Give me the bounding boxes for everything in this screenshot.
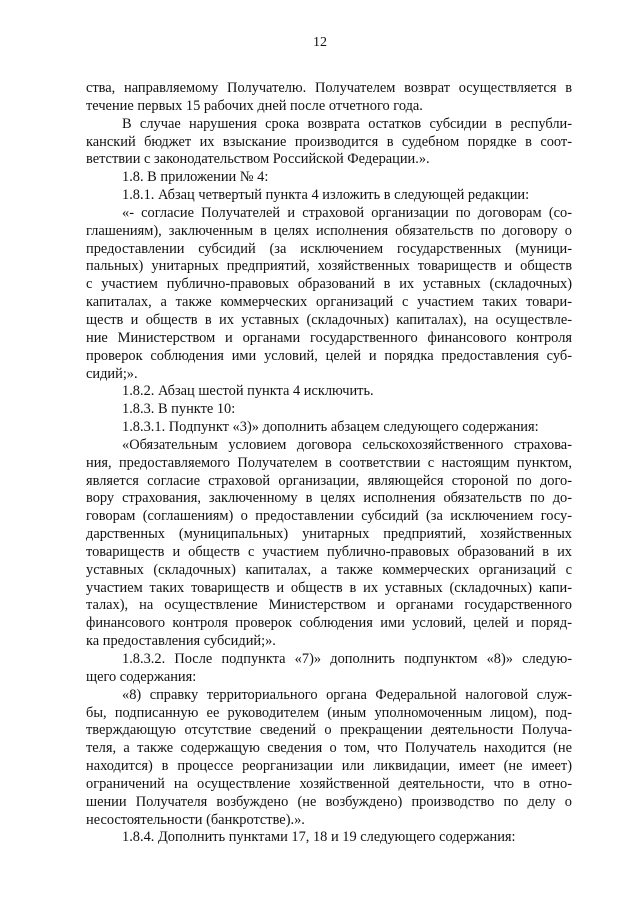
text-line: пальных) унитарных предприятий, хозяйственных товариществ и обществ <box>86 258 572 275</box>
text-line: ния, предоставляемого Получателем в соответствии с настоящим пунктом, <box>86 454 572 471</box>
text-line: товариществ и обществ с участием публично-правовых образований в их <box>86 543 572 560</box>
text-line: «- согласие Получателей и страховой организации по договорам (со- <box>122 204 572 221</box>
text-line: ветствии с законодательством Российской Федерации.». <box>86 151 430 168</box>
document-body <box>86 80 572 847</box>
text-line: несостоятельности (банкротстве).». <box>86 811 305 828</box>
text-line: щего содержания: <box>86 668 197 685</box>
text-line: финансового контроля проверок соблюдения ими условий, целей и поряд- <box>86 615 572 632</box>
text-line: тверждающую отсутствие сведений о прекращении деятельности Получа- <box>86 722 572 739</box>
text-line: 1.8.2. Абзац шестой пункта 4 исключить. <box>122 383 374 400</box>
text-line: 1.8.1. Абзац четвертый пункта 4 изложить в следующей редакции: <box>122 187 530 204</box>
text-line: уставных (складочных) капиталах, а также коммерческих организаций с <box>86 561 572 578</box>
text-line: 1.8.4. Дополнить пунктами 17, 18 и 19 следующего содержания: <box>122 829 516 846</box>
text-line: с участием публично-правовых образований в их уставных (складочных) <box>86 276 572 293</box>
text-line: «8) справку территориального органа Федеральной налоговой служ- <box>122 686 572 703</box>
text-line: сидий;». <box>86 365 138 382</box>
page-number: 12 <box>313 35 327 50</box>
text-line: предоставлении субсидий (за исключением государственных (муници- <box>86 240 572 257</box>
text-line: 1.8.3. В пункте 10: <box>122 401 236 418</box>
text-line: ства, направляемому Получателю. Получателем возврат осуществляется в <box>86 80 572 96</box>
text-line: находится) в процессе реорганизации или ликвидации, имеет (не имеет) <box>86 758 572 775</box>
text-line: капиталах, а также коммерческих организаций с участием таких товари- <box>86 294 572 311</box>
text-line: ограничений на осуществление хозяйственной деятельности, что в отно- <box>86 775 572 792</box>
text-line: талах), на осуществление Министерством и органами государственного <box>86 597 572 614</box>
text-line: теля, а также содержащую сведения о том, что Получатель находится (не <box>86 740 572 757</box>
text-line: канский бюджет их взыскание производится в судебном порядке в соот- <box>86 133 572 150</box>
text-line: 1.8.3.2. После подпункта «7)» дополнить подпунктом «8)» следую- <box>122 651 572 667</box>
text-line: «Обязательным условием договора сельскохозяйственного страхова- <box>122 436 572 453</box>
text-line: ществ и обществ в их уставных (складочных) капиталах), на осуществле- <box>86 311 572 328</box>
text-line: бы, подписанную ее руководителем (иным уполномоченным лицом), под- <box>86 704 572 721</box>
text-line: 1.8.3.1. Подпункт «3)» дополнить абзацем следующего содержания: <box>122 419 539 436</box>
text-line: ние Министерством и органами государственного финансового контроля <box>86 329 572 346</box>
text-line: шении Получателя возбуждено (не возбуждено) производство по делу о <box>86 793 572 810</box>
text-line: В случае нарушения срока возврата остатков субсидии в республи- <box>122 115 572 132</box>
text-line: является согласие страховой организации, являющейся стороной по дого- <box>86 472 572 489</box>
text-line: проверок соблюдения ими условий, целей и порядка предоставления суб- <box>86 347 572 364</box>
text-line: участием таких товариществ и обществ в их уставных (складочных) капи- <box>86 579 572 596</box>
text-line: течение первых 15 рабочих дней после отчетного года. <box>86 97 423 114</box>
text-line: дарственных (муниципальных) унитарных предприятий, хозяйственных <box>86 526 572 543</box>
text-line: говорам (соглашениям) о предоставлении субсидий (за исключением госу- <box>86 508 572 525</box>
text-line: ка предоставления субсидий;». <box>86 633 276 650</box>
text-line: вору страхования, заключенному в целях исполнения обязательств по до- <box>86 490 572 507</box>
text-line: глашениям), заключенным в целях исполнения обязательств по договору о <box>86 222 572 239</box>
text-line: 1.8. В приложении № 4: <box>122 169 269 186</box>
